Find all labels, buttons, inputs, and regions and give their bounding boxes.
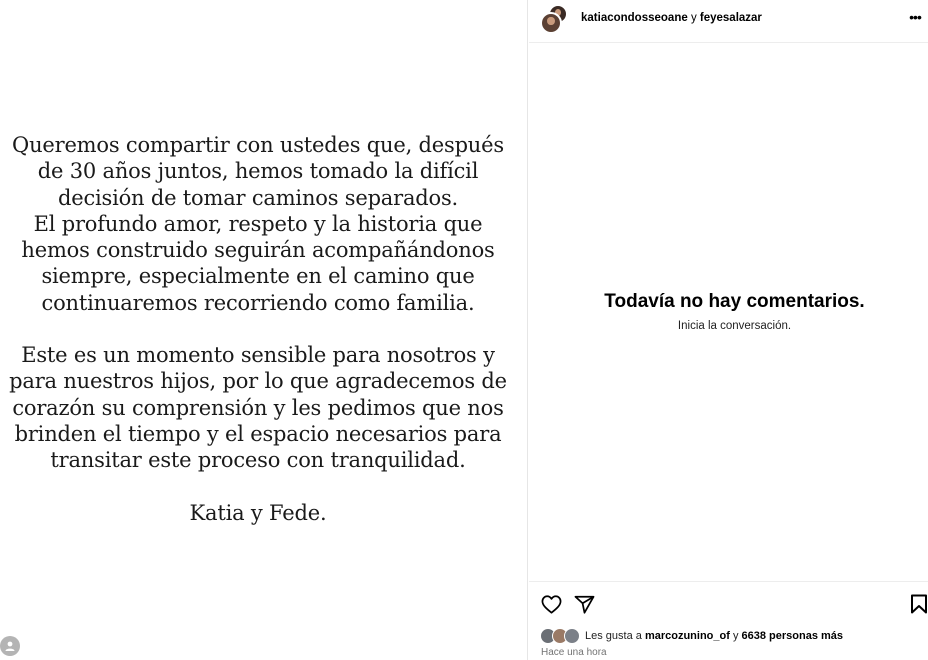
avatar[interactable] xyxy=(540,12,562,34)
user-tag-icon xyxy=(4,640,16,652)
likes-prefix: Les gusta a xyxy=(585,630,642,642)
statement-line: decisión de tomar caminos separados. xyxy=(57,185,459,210)
statement-line: de 30 años juntos, hemos tomado la difícil xyxy=(37,159,479,184)
post-side-panel xyxy=(529,0,928,660)
bookmark-icon xyxy=(910,594,928,614)
send-icon xyxy=(574,595,595,614)
statement-line: siempre, especialmente en el camino que xyxy=(41,264,475,289)
statement-line: Queremos compartir con ustedes que, después xyxy=(12,133,504,157)
statement-line: continuaremos recorriendo como familia. xyxy=(41,290,475,315)
share-button[interactable] xyxy=(573,593,595,615)
statement-line: El profundo amor, respeto y la historia que xyxy=(33,211,483,236)
statement-line: Katia y Fede. xyxy=(189,500,327,525)
statement-line: corazón su comprensión y les pedimos que nos xyxy=(12,395,504,420)
author-username-1[interactable]: katiacondosseoane xyxy=(581,12,688,24)
paragraph-gap xyxy=(0,474,516,500)
save-button[interactable] xyxy=(908,593,928,615)
like-button[interactable] xyxy=(540,593,562,615)
statement-line: transitar este proceso con tranquilidad. xyxy=(50,448,466,473)
empty-comments-subtitle: Inicia la conversación. xyxy=(677,320,792,332)
avatar[interactable] xyxy=(564,628,580,644)
author-separator: y xyxy=(690,12,697,24)
statement-line: brinden el tiempo y el espacio necesarios para xyxy=(14,421,502,446)
post-header xyxy=(529,0,928,43)
likes-summary xyxy=(540,628,928,644)
liker-username[interactable]: marcozunino_of xyxy=(644,630,730,642)
likes-joiner: y xyxy=(732,630,739,642)
author-avatars[interactable] xyxy=(540,4,570,34)
statement-line: hemos construido seguirán acompañándonos xyxy=(21,238,495,263)
more-options-button[interactable]: ••• xyxy=(909,9,921,25)
paragraph-gap xyxy=(0,316,516,342)
post-statement-text xyxy=(0,132,516,526)
post-actions xyxy=(529,581,928,660)
author-names xyxy=(581,11,762,25)
user-tag-button[interactable] xyxy=(0,636,20,656)
statement-line: para nuestros hijos, por lo que agradecemos de xyxy=(9,369,507,394)
heart-icon xyxy=(541,595,562,614)
likes-count-link[interactable]: 6638 personas más xyxy=(741,630,844,642)
statement-line: Este es un momento sensible para nosotros y xyxy=(21,343,495,368)
empty-comments-title: Todavía no hay comentarios. xyxy=(604,291,865,312)
liker-avatars[interactable] xyxy=(540,628,584,644)
empty-comments xyxy=(529,290,928,333)
post-timestamp[interactable]: Hace una hora xyxy=(541,647,607,658)
likes-text xyxy=(585,629,843,643)
author-username-2[interactable]: feyesalazar xyxy=(699,12,762,24)
